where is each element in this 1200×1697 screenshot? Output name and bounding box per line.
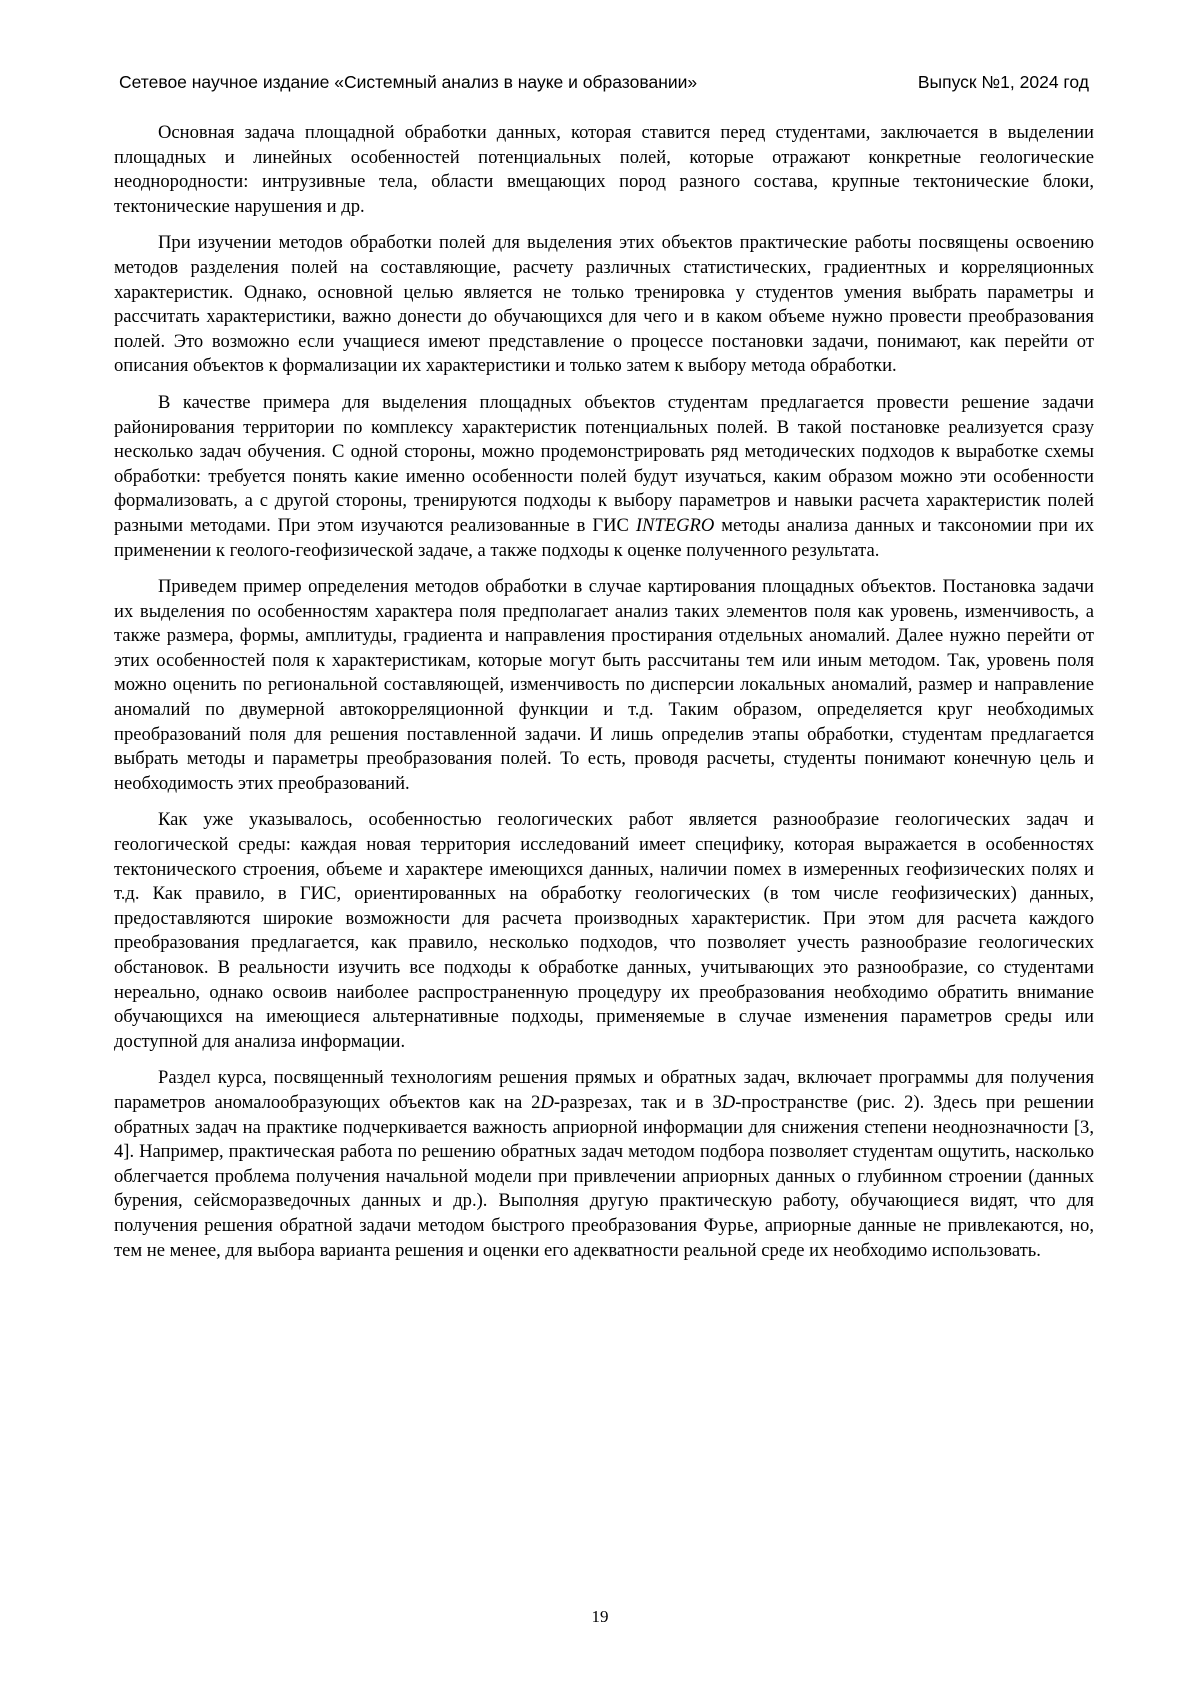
text-run: В качестве примера для выделения площадных объектов студентам предлагается провести решение задачи районирования территории по комплексу характеристик потенциальных полей. В такой постановке реализуется сразу несколько задач обучения. С одной стороны, можно продемонстрировать ряд методических подходов к выработке схемы обработки: требуется понять какие именно особенности полей будут изучаться, каким образом можно эти особенности формализовать, а с другой стороны, тренируются подходы к выбору параметров и навыки расчета характеристик полей разными методами. При этом изучаются реализованные в ГИС [114, 391, 1094, 536]
italic-run: D [540, 1091, 554, 1113]
italic-run: D [721, 1091, 736, 1113]
text-run: методы анализа данных и таксономии при их применении к геолого-геофизической задаче, а также подходы к оценке полученного результата. [114, 514, 1094, 561]
italic-run: INTEGRO [635, 514, 715, 536]
paragraph [114, 575, 1094, 796]
page-number: 19 [591, 1607, 609, 1626]
text-run: -разрезах, так и в 3 [553, 1091, 722, 1113]
text-run: При изучении методов обработки полей для выделения этих объектов практические работы посвящены освоению методов разделения полей на составляющие, расчету различных статистических, градиентных и корреляционных характеристик. Однако, основной целью является не только тренировка у студентов умения выбрать параметры и рассчитать характеристики, важно донести до обучающихся для чего и в каком объеме нужно провести преобразования полей. Это возможно если учащиеся имеют представление о процессе постановки задачи, понимают, как перейти от описания объектов к формализации их характеристики и только затем к выбору метода обработки. [114, 232, 1094, 377]
journal-title: Сетевое научное издание «Системный анализ в науке и образовании» [119, 72, 698, 92]
running-header [119, 72, 1089, 96]
text-run: Как уже указывалось, особенностью геологических работ является разнообразие геологических задач и геологической среды: каждая новая территория исследований имеет специфику, которая выражается в особенностях тектонического строения, объеме и характере имеющихся данных, наличии помех в измеренных геофизических полях и т.д. Как правило, в ГИС, ориентированных на обработку геологических (в том числе геофизических) данных, предоставляются широкие возможности для расчета производных характеристик. При этом для расчета каждого преобразования предлагается, как правило, несколько подходов, что позволяет учесть разнообразие геологических обстановок. В реальности изучить все подходы к обработке данных, учитывающих это разнообразие, со студентами нереально, однако освоив наиболее распространенную процедуру их преобразования необходимо обратить внимание обучающихся на имеющиеся альтернативные подходы, применяемые в случае изменения параметров среды или доступной для анализа информации. [114, 809, 1094, 1052]
issue-label: Выпуск №1, 2024 год [917, 72, 1089, 92]
text-run: -пространстве (рис. 2). Здесь при решении обратных задач на практике подчеркивается важность априорной информации для снижения степени неоднозначности [3, 4]. Например, практическая работа по решению обратных задач методом подбора позволяет студентам ощутить, насколько облегчается проблема получения начальной модели при привлечении априорных данных о глубинном строении (данных бурения, сейсморазведочных данных и др.). Выполняя другую практическую работу, обучающиеся видят, что для получения решения обратной задачи методом быстрого преобразования Фурье, априорные данные не привлекаются, но, тем не менее, для выбора варианта решения и оценки его адекватности реальной среде их необходимо использовать. [114, 1091, 1094, 1261]
body-text [114, 121, 1094, 1275]
text-run: Основная задача площадной обработки данных, которая ставится перед студентами, заключается в выделении площадных и линейных особенностей потенциальных полей, которые отражают конкретные геологические неоднородности: интрузивные тела, области вмещающих пород разного состава, крупные тектонические блоки, тектонические нарушения и др. [114, 122, 1094, 217]
paragraph [114, 1066, 1094, 1263]
paragraph [114, 391, 1094, 563]
text-run: Раздел курса, посвященный технологиям решения прямых и обратных задач, включает программы для получения параметров аномалообразующих объектов как на 2 [114, 1067, 1094, 1113]
paragraph [114, 808, 1094, 1054]
paragraph [114, 231, 1094, 379]
paragraph [114, 121, 1094, 219]
text-run: Приведем пример определения методов обработки в случае картирования площадных объектов. Постановка задачи их выделения по особенностям характера поля предполагает анализ таких элементов поля как уровень, изменчивость, а также размера, формы, амплитуды, градиента и направления простирания отдельных аномалий. Далее нужно перейти от этих особенностей поля к характеристикам, которые могут быть рассчитаны тем или иным методом. Так, уровень поля можно оценить по региональной составляющей, изменчивость по дисперсии локальных аномалий, размер и направление аномалий по двумерной автокорреляционной функции и т.д. Таким образом, определяется круг необходимых преобразований поля для решения поставленной задачи. И лишь определив этапы обработки, студентам предлагается выбрать методы и параметры преобразования полей. То есть, проводя расчеты, студенты понимают конечную цель и необходимость этих преобразований. [114, 576, 1094, 794]
